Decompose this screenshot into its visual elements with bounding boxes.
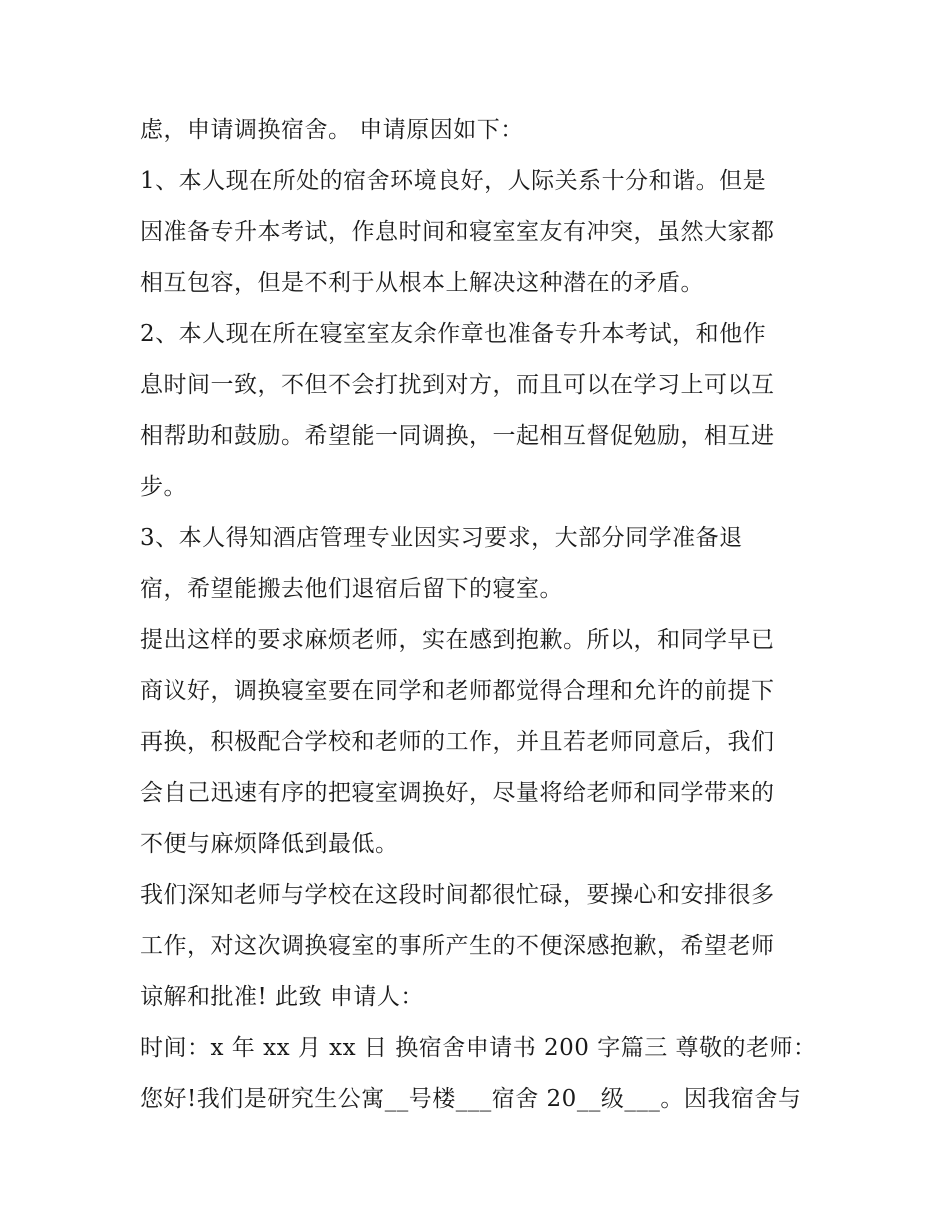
text-line: 时间：x 年 xx 月 xx 日 换宿舍申请书 200 字篇三 尊敬的老师：: [140, 1035, 817, 1061]
text-line: 谅解和批准! 此致 申请人：: [140, 984, 424, 1010]
text-line: 提出这样的要求麻烦老师，实在感到抱歉。所以，和同学早已: [140, 627, 775, 653]
text-line: 步。: [140, 474, 187, 500]
document-body: [140, 110, 820, 1130]
text-line: 2、本人现在所在寝室室友余作章也准备专升本考试，和他作: [140, 321, 767, 347]
text-line: 息时间一致，不但不会打扰到对方，而且可以在学习上可以互: [140, 372, 775, 398]
text-line: 宿，希望能搬去他们退宿后留下的寝室。: [140, 576, 563, 602]
text-line: 工作，对这次调换寝室的事所产生的不便深感抱歉，希望老师: [140, 933, 775, 959]
text-line: 不便与麻烦降低到最低。: [140, 831, 399, 857]
text-line: 虑，申请调换宿舍。 申请原因如下：: [140, 117, 524, 143]
text-line: 再换，积极配合学校和老师的工作，并且若老师同意后，我们: [140, 729, 775, 755]
text-line: 商议好，调换寝室要在同学和老师都觉得合理和允许的前提下: [140, 678, 775, 704]
text-line: 3、本人得知酒店管理专业因实习要求，大部分同学准备退: [140, 525, 743, 551]
text-line: 因准备专升本考试，作息时间和寝室室友有冲突，虽然大家都: [140, 219, 775, 245]
text-line: 我们深知老师与学校在这段时间都很忙碌，要操心和安排很多: [140, 882, 775, 908]
text-line: 会自己迅速有序的把寝室调换好，尽量将给老师和同学带来的: [140, 780, 775, 806]
text-line: 1、本人现在所处的宿舍环境良好，人际关系十分和谐。但是: [140, 168, 767, 194]
text-line: 相互包容，但是不利于从根本上解决这种潜在的矛盾。: [140, 270, 704, 296]
text-line: 您好!我们是研究生公寓__号楼___宿舍 20__级___。因我宿舍与: [140, 1086, 802, 1112]
text-line: 相帮助和鼓励。希望能一同调换，一起相互督促勉励，相互进: [140, 423, 775, 449]
